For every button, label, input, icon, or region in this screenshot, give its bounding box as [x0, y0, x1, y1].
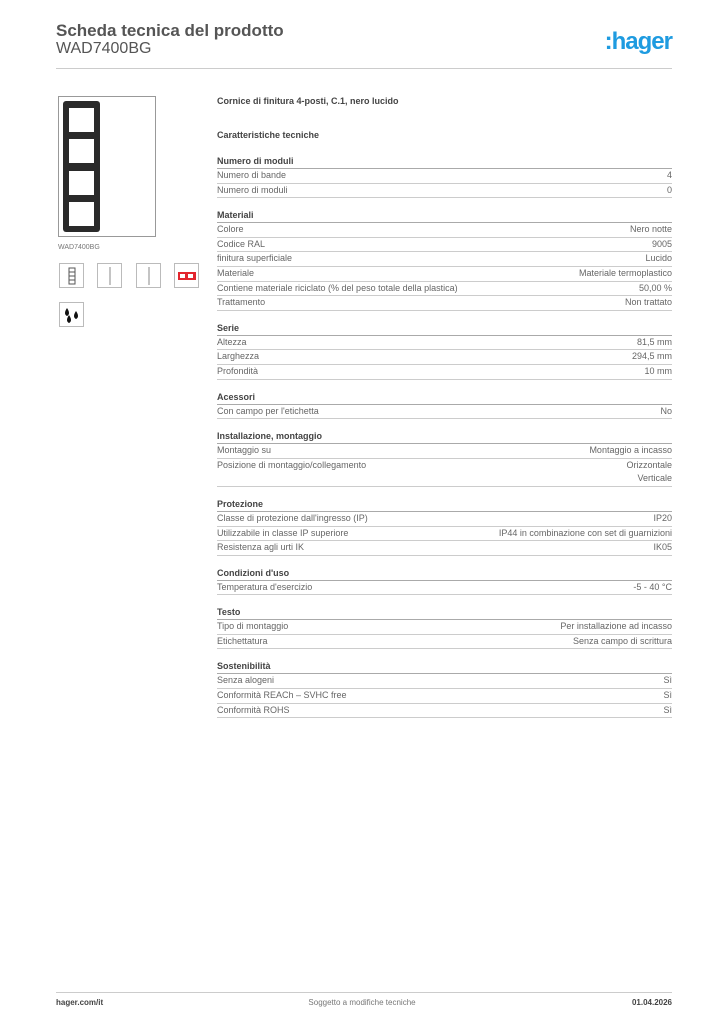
section-header: Installazione, montaggio [217, 429, 672, 444]
spec-row [217, 704, 672, 719]
spec-label: Numero di bande [217, 170, 287, 180]
spec-row [217, 223, 672, 238]
spec-row [217, 252, 672, 267]
spec-row [217, 444, 672, 459]
spec-value: Materiale termoplastico [578, 267, 672, 278]
characteristics-title: Caratteristiche tecniche [217, 130, 320, 140]
spec-row [217, 238, 672, 253]
spec-value: 50,00 % [638, 282, 672, 293]
spec-value: 9005 [651, 238, 672, 249]
spec-value: Non trattato [624, 297, 672, 308]
spec-row [217, 350, 672, 365]
section-header: Protezione [217, 497, 672, 512]
spec-value: Sì [663, 704, 672, 715]
page-title: Scheda tecnica del prodotto [56, 21, 284, 40]
spec-value: Lucido [645, 253, 672, 264]
section-header: Sostenibilità [217, 659, 672, 674]
section-header: Numero di moduli [217, 154, 672, 169]
spec-label: Utilizzabile in classe IP superiore [217, 527, 349, 538]
spec-label: Colore [217, 224, 244, 235]
spec-value: 81,5 mm [636, 336, 672, 347]
product-description: Cornice di finitura 4-posti, C.1, nero lucido [217, 96, 399, 106]
spec-row [217, 674, 672, 689]
line-icon [136, 263, 161, 288]
spec-value: 4 [666, 170, 672, 180]
product-image [58, 96, 156, 237]
spec-label: Materiale [217, 267, 255, 278]
spec-value: Nero notte [629, 224, 672, 235]
section-header: Condizioni d'uso [217, 566, 672, 581]
ip-badge-icon [174, 263, 199, 288]
spec-label: Con campo per l'etichetta [217, 405, 319, 416]
spec-label: Montaggio su [217, 445, 272, 456]
spec-label: Contiene materiale riciclato (% del peso totale della plastica) [217, 282, 458, 293]
spec-sheet [217, 96, 672, 718]
spec-label: Classe di protezione dall'ingresso (IP) [217, 512, 368, 523]
spec-value: Sì [663, 690, 672, 701]
image-label: WAD7400BG [58, 244, 100, 251]
section-header: Materiali [217, 208, 672, 223]
module-strip-icon [59, 263, 84, 288]
spec-row [217, 581, 672, 596]
spec-value: -5 - 40 °C [633, 581, 672, 592]
spec-value: IK05 [653, 542, 672, 553]
frame-picture [63, 101, 100, 232]
spec-label: Trattamento [217, 297, 266, 308]
spec-value: 294,5 mm [631, 351, 672, 362]
spec-label: Profondità [217, 365, 259, 376]
spec-label: Conformità REACh – SVHC free [217, 690, 347, 701]
spec-row [217, 282, 672, 297]
product-code: WAD7400BG [56, 40, 152, 57]
spec-row [217, 405, 672, 420]
spec-row [217, 620, 672, 635]
spec-value: No [660, 405, 672, 416]
spec-value: Per installazione ad incasso [560, 621, 672, 632]
spec-label: Larghezza [217, 351, 260, 362]
spec-value: 10 mm [644, 365, 672, 376]
spec-value: Sì [663, 675, 672, 686]
spec-value: Senza campo di scrittura [572, 635, 672, 646]
spec-label: Tipo di montaggio [217, 621, 289, 632]
spec-label: Senza alogeni [217, 675, 275, 686]
spec-label: Resistenza agli urti IK [217, 542, 305, 553]
spec-row [217, 527, 672, 542]
header-divider [56, 68, 672, 69]
spec-label: Conformità ROHS [217, 704, 290, 715]
spec-label: Etichettatura [217, 635, 268, 646]
footer-date: 01.04.2026 [631, 998, 672, 1007]
spec-value: 0 [666, 184, 672, 195]
spec-row [217, 336, 672, 351]
spec-label: Temperatura d'esercizio [217, 581, 313, 592]
hager-logo: :hager [604, 28, 672, 55]
spec-value: Montaggio a incasso [589, 445, 672, 456]
spec-row [217, 365, 672, 380]
spec-label: Codice RAL [217, 238, 266, 249]
spec-label: Posizione di montaggio/collegamento [217, 459, 367, 470]
section-header: Acessori [217, 390, 672, 405]
spec-value: IP44 in combinazione con set di guarnizioni [498, 527, 672, 538]
spec-row [217, 635, 672, 650]
spec-label: Altezza [217, 336, 247, 347]
spec-row [217, 689, 672, 704]
spec-row [217, 541, 672, 556]
line-icon [97, 263, 122, 288]
spec-row [217, 184, 672, 199]
spec-row [217, 512, 672, 527]
spec-value: IP20 [653, 512, 672, 523]
footer-divider [56, 992, 672, 993]
section-header: Testo [217, 605, 672, 620]
spec-label: finitura superficiale [217, 253, 293, 264]
section-header: Serie [217, 321, 672, 336]
water-drops-icon [59, 302, 84, 327]
spec-row [217, 267, 672, 282]
spec-value: Orizzontale Verticale [626, 459, 672, 484]
spec-label: Numero di moduli [217, 184, 288, 195]
footer-website[interactable]: hager.com/it [56, 998, 104, 1007]
footer-note: Soggetto a modifiche tecniche [308, 998, 416, 1007]
spec-row [217, 169, 672, 184]
spec-row [217, 459, 672, 487]
spec-row [217, 296, 672, 311]
